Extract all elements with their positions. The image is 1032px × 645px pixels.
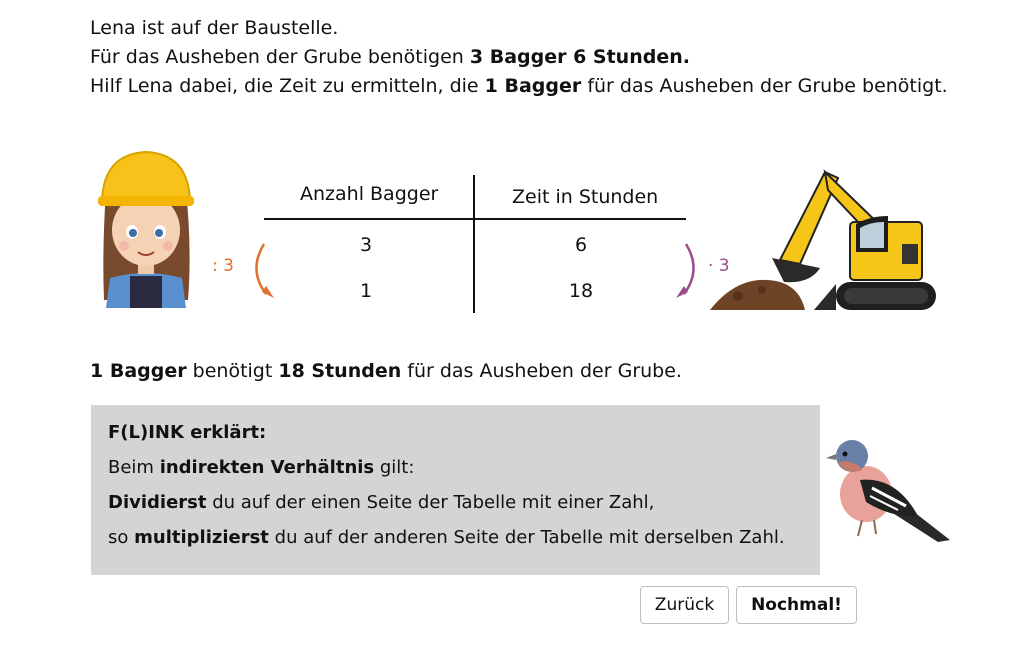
explanation-title: F(L)INK erklärt:	[108, 422, 267, 443]
cell-stunden-row-2: 18	[568, 280, 594, 302]
explanation-line-3: so multiplizierst du auf der anderen Seite der Tabelle mit derselben Zahl.	[108, 527, 785, 548]
column-header-stunden: Zeit in Stunden	[512, 186, 659, 208]
intro-line-2: Für das Ausheben der Grube benötigen 3 Bagger 6 Stunden.	[90, 46, 690, 68]
multiply-arrow-icon	[672, 242, 704, 304]
right-operation: · 3	[708, 256, 730, 276]
intro-line-3: Hilf Lena dabei, die Zeit zu ermitteln, die 1 Bagger für das Ausheben der Grube benötigt.	[90, 75, 948, 97]
flink-explanation-box	[91, 405, 820, 575]
task-text	[90, 14, 948, 101]
again-button[interactable]: Nochmal!	[736, 586, 857, 624]
divide-arrow-icon	[246, 242, 278, 304]
intro-line-1: Lena ist auf der Baustelle.	[90, 17, 339, 39]
explanation-line-2: Dividierst du auf der einen Seite der Tabelle mit einer Zahl,	[108, 492, 655, 513]
excavator-icon	[710, 160, 940, 320]
cell-stunden-row-1: 6	[574, 234, 588, 256]
column-header-bagger: Anzahl Bagger	[300, 183, 439, 205]
cell-bagger-row-1: 3	[359, 234, 373, 256]
proportion-table-area	[0, 150, 1032, 330]
back-button[interactable]: Zurück	[640, 586, 729, 624]
cell-bagger-row-2: 1	[359, 280, 373, 302]
left-operation: : 3	[212, 256, 234, 276]
lena-construction-worker-icon	[96, 150, 196, 308]
explanation-line-1: Beim indirekten Verhältnis gilt:	[108, 457, 415, 478]
table-header-rule	[264, 218, 686, 220]
finch-bird-icon	[826, 436, 952, 544]
result-sentence: 1 Bagger benötigt 18 Stunden für das Ausheben der Grube.	[90, 360, 682, 382]
table-column-divider	[473, 175, 475, 313]
explanation-content	[108, 415, 785, 555]
